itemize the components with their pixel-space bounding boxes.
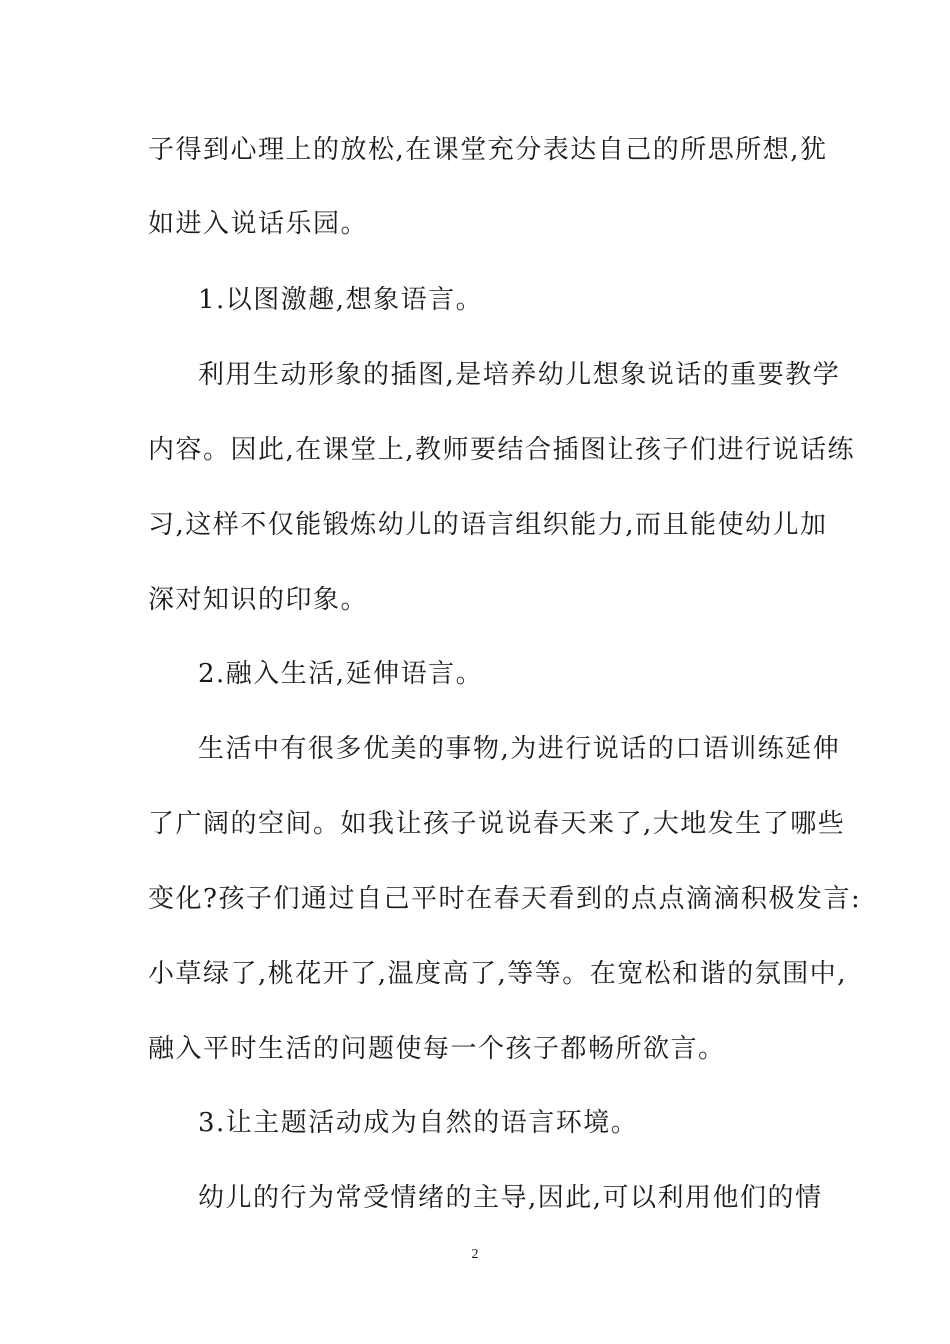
section-heading-1: 1.以图激趣,想象语言。 (198, 285, 484, 315)
text-line-11: 变化?孩子们通过自己平时在春天看到的点点滴滴积极发言: (148, 884, 862, 914)
text-line-15: 幼儿的行为常受情绪的主导,因此,可以利用他们的情 (198, 1183, 823, 1213)
text-line-4: 利用生动形象的插图,是培养幼儿想象说话的重要教学 (198, 360, 841, 390)
text-line-12: 小草绿了,桃花开了,温度高了,等等。在宽松和谐的氛围中, (148, 959, 848, 989)
text-line-13: 融入平时生活的问题使每一个孩子都畅所欲言。 (148, 1034, 726, 1064)
text-line-10: 了广阔的空间。如我让孩子说说春天来了,大地发生了哪些 (148, 809, 846, 839)
text-line-7: 深对知识的印象。 (148, 585, 369, 615)
text-line-2: 如进入说话乐园。 (148, 209, 369, 239)
section-heading-3: 3.让主题活动成为自然的语言环境。 (198, 1108, 639, 1138)
text-line-9: 生活中有很多优美的事物,为进行说话的口语训练延伸 (198, 734, 841, 764)
section-heading-2: 2.融入生活,延伸语言。 (198, 659, 484, 689)
text-line-6: 习,这样不仅能锻炼幼儿的语言组织能力,而且能使幼儿加 (148, 510, 828, 540)
text-line-1: 子得到心理上的放松,在课堂充分表达自己的所思所想,犹 (148, 135, 828, 165)
page-number: 2 (471, 1247, 479, 1262)
text-line-5: 内容。因此,在课堂上,教师要结合插图让孩子们进行说话练 (148, 435, 856, 465)
